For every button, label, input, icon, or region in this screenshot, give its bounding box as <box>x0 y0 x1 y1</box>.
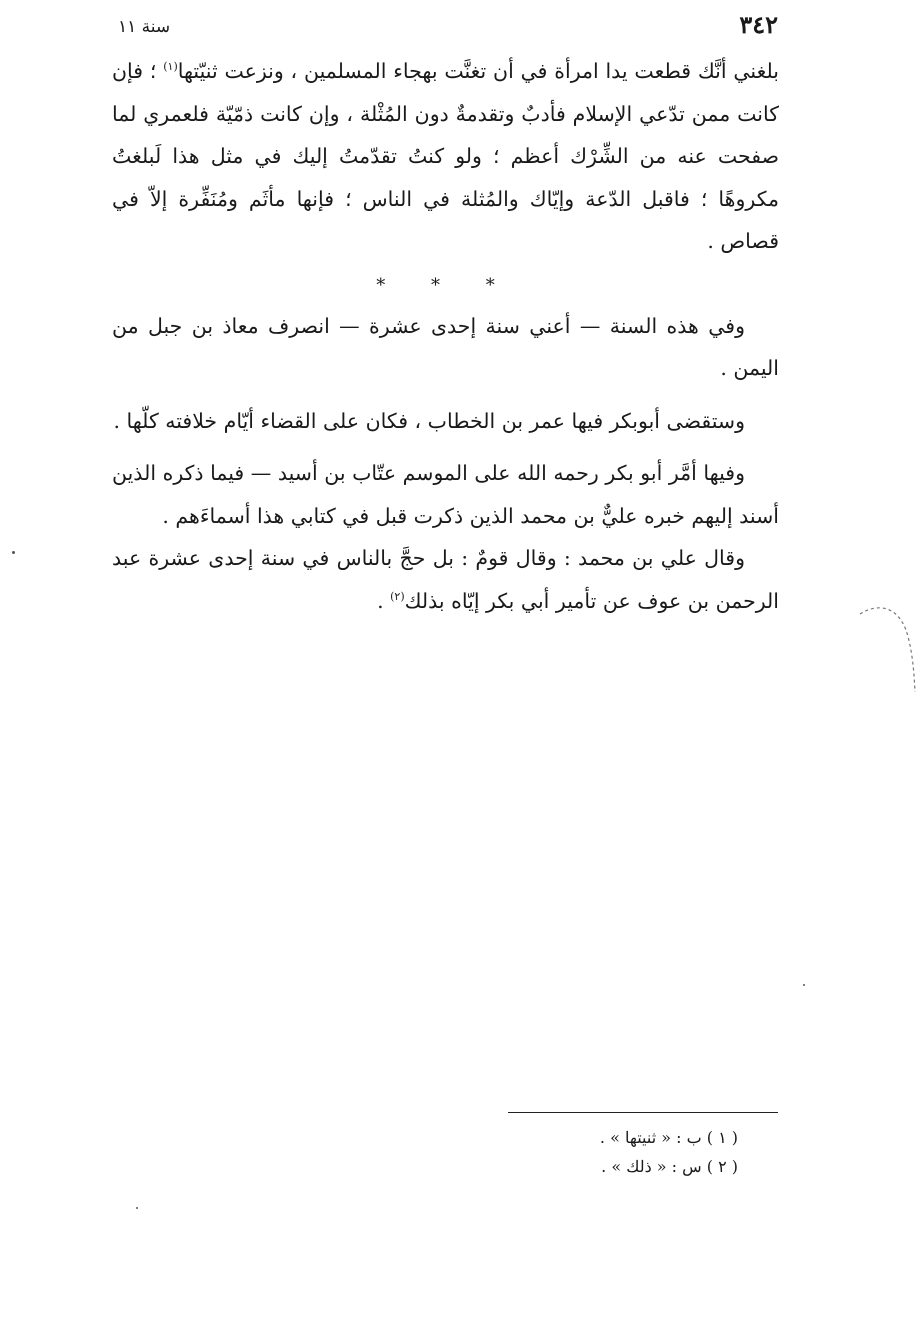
paragraph-letter-rest: ؛ فإن كانت ممن تدّعي الإسلام فأدبٌ وتقدمةٌ دون المُثْلة ، وإن كانت ذمّيّة فلعمري لما صفحت عنه من الشِّرْك أعظم ؛ ولو كنتُ تقدّمتُ إليك في مثل هذا لَبلغتُ مكروهًا ؛ فاقبل الدّعة وإيّاك والمُثلة في الناس ؛ فإنها مأثَم ومُنَفِّرة إلاّ في قصاص . <box>112 59 779 253</box>
scan-speck <box>136 1207 138 1209</box>
footnote-divider <box>508 1112 778 1113</box>
scan-edge-mark <box>856 600 920 700</box>
footnote-ref-1: (١) <box>163 60 178 74</box>
footnote-2: ( ٢ ) س : « ذلك » . <box>601 1157 738 1176</box>
paragraph-abdulrahman-text: وقال علي بن محمد : وقال قومٌ : بل حجَّ بالناس في سنة إحدى عشرة عبد الرحمن بن عوف عن تأمير أبي بكر إيّاه بذلك <box>112 546 779 613</box>
running-head: سنة ١١ <box>118 17 171 37</box>
footnotes <box>418 1123 738 1181</box>
paragraph-letter-start: بلغني أنَّك قطعت يدا امرأة في أن تغنَّت بهجاء المسلمين ، ونزعت ثنيّتها <box>177 59 779 83</box>
section-separator: * * * <box>376 274 515 296</box>
footnote-1: ( ١ ) ب : « ثنيتها » . <box>599 1128 738 1147</box>
page-header <box>118 8 778 42</box>
paragraph-muadh: وفي هذه السنة — أعني سنة إحدى عشرة — انصرف معاذ بن جبل من اليمن . <box>112 313 779 380</box>
page-number: ٣٤٢ <box>739 10 778 39</box>
scan-speck <box>803 984 805 986</box>
footnote-ref-2: (٢) <box>390 589 405 603</box>
paragraph-umar: وستقضى أبوبكر فيها عمر بن الخطاب ، فكان على القضاء أيّام خلافته كلّها . <box>113 408 745 433</box>
paragraph-attab: وفيها أمَّر أبو بكر رحمه الله على الموسم عتّاب بن أسيد — فيما ذكره الذين أسند إليهم خبره عليٌّ بن محمد الذين ذكرت قبل في كتابي هذا أسماءَهم . <box>112 461 779 528</box>
paragraph-abdulrahman-end: . <box>377 588 391 613</box>
paragraph-letter <box>112 50 779 263</box>
scan-speck <box>12 551 15 554</box>
paragraph-abdulrahman <box>112 537 779 622</box>
main-text <box>112 50 779 622</box>
